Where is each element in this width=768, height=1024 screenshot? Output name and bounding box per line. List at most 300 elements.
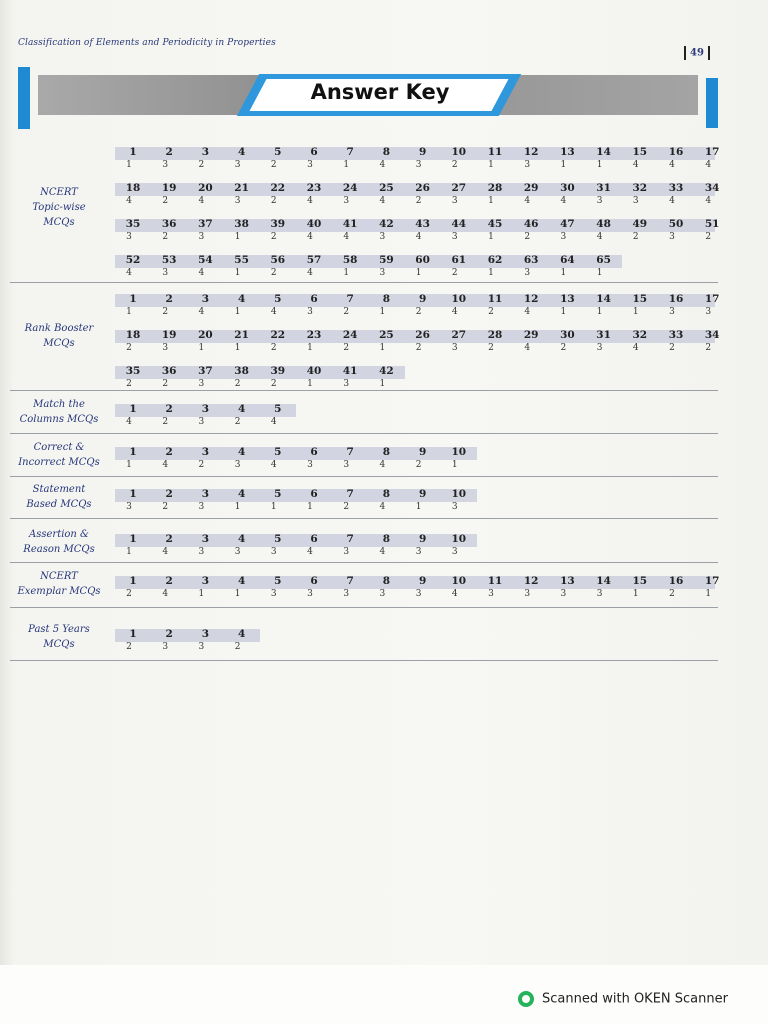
section-label-line: NCERT xyxy=(40,186,78,198)
page-number xyxy=(680,46,714,60)
question-number: 6 xyxy=(310,488,318,500)
question-number: 3 xyxy=(201,403,210,415)
answer-option: 1 xyxy=(415,502,422,512)
question-number: 2 xyxy=(165,488,173,500)
answer-option: 4 xyxy=(270,460,277,470)
section-label-line: NCERT xyxy=(40,571,78,582)
question-number: 4 xyxy=(237,575,246,587)
question-number: 54 xyxy=(198,254,213,266)
answer-option: 4 xyxy=(162,589,169,599)
answer-option: 4 xyxy=(162,547,169,557)
answer-option: 4 xyxy=(162,460,169,470)
question-number: 34 xyxy=(704,182,720,194)
question-number: 37 xyxy=(198,365,213,377)
answer-option: 2 xyxy=(270,232,277,242)
answer-option: 2 xyxy=(343,502,350,512)
section-label xyxy=(10,440,108,470)
answer-option: 3 xyxy=(198,417,205,427)
question-number: 12 xyxy=(523,575,539,587)
question-number: 1 xyxy=(129,403,137,415)
answer-option: 2 xyxy=(162,196,169,206)
question-number: 59 xyxy=(379,254,394,266)
question-number: 8 xyxy=(382,446,391,458)
answer-option: 4 xyxy=(307,232,313,242)
question-number: 9 xyxy=(418,533,427,545)
question-number: 1 xyxy=(129,488,137,500)
question-number: 25 xyxy=(379,329,394,341)
answer-option: 4 xyxy=(379,502,386,512)
answer-option: 2 xyxy=(234,417,241,427)
question-number: 10 xyxy=(451,575,467,587)
question-number: 6 xyxy=(310,533,318,545)
question-number: 4 xyxy=(237,628,246,640)
answer-option: 3 xyxy=(234,160,241,170)
answer-option: 1 xyxy=(596,268,603,278)
question-number: 5 xyxy=(274,446,282,458)
question-number: 5 xyxy=(274,146,282,158)
section-label-line: MCQs xyxy=(43,338,75,349)
question-number: 5 xyxy=(274,488,282,500)
answer-option: 4 xyxy=(705,160,712,170)
answer-option: 1 xyxy=(343,160,350,170)
section-label-line: Based MCQs xyxy=(26,499,92,510)
question-number: 2 xyxy=(165,403,173,415)
answer-option: 3 xyxy=(596,589,603,599)
answer-option: 3 xyxy=(451,343,458,353)
section-label-line: Incorrect MCQs xyxy=(18,457,100,468)
question-number: 6 xyxy=(310,146,318,158)
question-number: 62 xyxy=(487,254,503,266)
answer-option: 3 xyxy=(343,460,350,470)
question-number: 9 xyxy=(418,446,427,458)
answer-option: 2 xyxy=(415,307,422,317)
page-title: Answer Key xyxy=(310,80,450,104)
answer-option: 2 xyxy=(234,642,241,652)
question-number: 43 xyxy=(415,218,430,230)
question-number: 21 xyxy=(234,182,249,194)
answer-option: 3 xyxy=(415,589,422,599)
answer-option: 3 xyxy=(451,547,458,557)
question-number: 50 xyxy=(668,218,684,230)
question-number: 17 xyxy=(704,575,720,587)
answer-option: 3 xyxy=(343,379,350,389)
answer-option: 3 xyxy=(669,307,675,317)
answer-option: 4 xyxy=(198,268,205,278)
section-label-line: Statement xyxy=(32,484,86,495)
answer-option: 4 xyxy=(415,232,422,242)
answer-option: 3 xyxy=(234,460,241,470)
question-number: 8 xyxy=(382,146,391,158)
answer-option: 3 xyxy=(307,307,313,317)
section-label xyxy=(10,321,108,351)
answer-option: 3 xyxy=(270,589,277,599)
answer-option: 2 xyxy=(705,343,712,353)
question-number: 8 xyxy=(382,488,391,500)
question-number: 5 xyxy=(274,533,282,545)
answer-option: 4 xyxy=(451,589,458,599)
section-label xyxy=(10,527,108,557)
answer-option: 3 xyxy=(126,232,132,242)
answer-option: 4 xyxy=(632,160,639,170)
answer-option: 4 xyxy=(669,196,675,206)
answer-option: 1 xyxy=(234,502,241,512)
question-number: 44 xyxy=(451,218,467,230)
question-number: 55 xyxy=(234,254,249,266)
banner-right-accent xyxy=(706,78,718,128)
answer-option: 2 xyxy=(705,232,712,242)
answer-option: 1 xyxy=(307,379,313,389)
question-number: 1 xyxy=(129,575,137,587)
question-number: 16 xyxy=(668,293,684,305)
answer-option: 3 xyxy=(379,268,386,278)
answer-option: 2 xyxy=(126,642,132,652)
section-label xyxy=(10,622,108,652)
question-number: 24 xyxy=(342,329,358,341)
answer-option: 3 xyxy=(343,589,350,599)
question-number: 42 xyxy=(379,365,394,377)
question-number: 38 xyxy=(234,218,249,230)
answer-option: 1 xyxy=(234,307,241,317)
question-number: 10 xyxy=(451,146,467,158)
answer-option: 1 xyxy=(596,160,603,170)
answer-option: 2 xyxy=(488,307,494,317)
scanner-logo-icon xyxy=(518,991,534,1007)
question-number: 10 xyxy=(451,488,467,500)
answer-option: 4 xyxy=(307,268,313,278)
answer-option: 4 xyxy=(524,343,531,353)
question-number: 48 xyxy=(596,218,611,230)
question-number: 13 xyxy=(560,575,575,587)
question-number: 53 xyxy=(161,254,177,266)
answer-option: 3 xyxy=(198,379,205,389)
question-number: 16 xyxy=(668,575,684,587)
answer-option: 3 xyxy=(524,589,531,599)
answer-option: 3 xyxy=(198,502,205,512)
answer-option: 2 xyxy=(343,307,350,317)
question-number: 3 xyxy=(201,293,210,305)
answer-option: 4 xyxy=(379,160,386,170)
question-number: 60 xyxy=(415,254,430,266)
answer-option: 1 xyxy=(234,589,241,599)
answer-option: 4 xyxy=(198,307,205,317)
answer-option: 2 xyxy=(162,379,169,389)
question-number: 11 xyxy=(487,575,503,587)
question-number: 26 xyxy=(415,329,430,341)
answer-option: 3 xyxy=(198,642,205,652)
section-label-line: MCQs xyxy=(43,216,75,228)
answer-option: 2 xyxy=(343,343,350,353)
question-number: 12 xyxy=(523,146,539,158)
page-number-value: 49 xyxy=(690,47,704,59)
scanner-label: Scanned with OKEN Scanner xyxy=(542,991,728,1007)
answer-option: 3 xyxy=(162,160,169,170)
answer-option: 2 xyxy=(270,268,277,278)
answer-option: 3 xyxy=(234,547,241,557)
question-number: 10 xyxy=(451,533,467,545)
question-number: 33 xyxy=(668,329,684,341)
question-number: 2 xyxy=(165,628,173,640)
question-number: 20 xyxy=(198,182,213,194)
question-number: 21 xyxy=(234,329,249,341)
answer-option: 1 xyxy=(488,160,494,170)
answer-option: 1 xyxy=(451,460,458,470)
question-number: 26 xyxy=(415,182,430,194)
answer-option: 3 xyxy=(596,196,603,206)
question-number: 7 xyxy=(346,575,354,587)
answer-option: 1 xyxy=(234,343,241,353)
answer-option: 2 xyxy=(488,343,494,353)
answer-option: 1 xyxy=(126,547,132,557)
answer-option: 2 xyxy=(270,379,277,389)
answer-option: 3 xyxy=(524,268,531,278)
answer-option: 4 xyxy=(126,268,132,278)
question-number: 51 xyxy=(704,218,720,230)
answer-option: 3 xyxy=(126,502,132,512)
answer-option: 2 xyxy=(415,196,422,206)
answer-option: 3 xyxy=(343,547,350,557)
question-number: 4 xyxy=(237,446,246,458)
answer-option: 1 xyxy=(198,589,205,599)
answer-option: 4 xyxy=(379,460,386,470)
section-label-line: Assertion & xyxy=(29,529,89,540)
question-number: 61 xyxy=(451,254,467,266)
question-number: 3 xyxy=(201,446,210,458)
answer-option: 3 xyxy=(488,589,494,599)
answer-option: 1 xyxy=(234,232,241,242)
question-number: 9 xyxy=(418,575,427,587)
question-number: 33 xyxy=(668,182,684,194)
question-number: 7 xyxy=(346,533,354,545)
answer-option: 4 xyxy=(307,196,313,206)
answer-option: 1 xyxy=(234,268,241,278)
answer-option: 1 xyxy=(488,232,494,242)
answer-option: 4 xyxy=(524,307,531,317)
question-number: 35 xyxy=(125,365,141,377)
question-number: 1 xyxy=(129,628,137,640)
question-number: 16 xyxy=(668,146,684,158)
section-label xyxy=(10,569,108,599)
question-number: 14 xyxy=(596,293,611,305)
question-number: 1 xyxy=(129,533,137,545)
question-number: 36 xyxy=(161,365,177,377)
answer-option: 1 xyxy=(379,343,386,353)
question-number: 2 xyxy=(165,533,173,545)
question-number: 13 xyxy=(560,146,575,158)
answer-option: 3 xyxy=(343,196,350,206)
question-number: 39 xyxy=(270,218,286,230)
question-number: 4 xyxy=(237,293,246,305)
answer-option: 4 xyxy=(198,196,205,206)
answer-option: 1 xyxy=(632,589,639,599)
answer-option: 3 xyxy=(198,232,205,242)
answer-option: 1 xyxy=(488,268,494,278)
section-label-line: Reason MCQs xyxy=(23,544,95,555)
answer-option: 3 xyxy=(162,268,169,278)
question-number: 10 xyxy=(451,446,467,458)
answer-option: 1 xyxy=(596,307,603,317)
answer-option: 3 xyxy=(307,589,313,599)
answer-option: 3 xyxy=(162,343,169,353)
answer-option: 2 xyxy=(451,160,458,170)
answer-option: 3 xyxy=(379,232,386,242)
question-number: 40 xyxy=(306,365,322,377)
question-number: 18 xyxy=(125,182,141,194)
answer-option: 2 xyxy=(669,343,675,353)
scanner-footer xyxy=(518,991,728,1007)
question-number: 3 xyxy=(201,488,210,500)
question-number: 6 xyxy=(310,446,318,458)
answer-option: 2 xyxy=(126,379,132,389)
section-label-line: Past 5 Years xyxy=(28,624,90,635)
answer-option: 1 xyxy=(379,379,386,389)
answer-option: 4 xyxy=(270,417,277,427)
question-number: 4 xyxy=(237,533,246,545)
answer-option: 2 xyxy=(198,160,205,170)
running-header: Classification of Elements and Periodicity in Properties xyxy=(18,38,276,48)
section-label-line: Rank Booster xyxy=(24,323,94,334)
question-number: 41 xyxy=(342,218,358,230)
answer-option: 3 xyxy=(560,589,567,599)
answer-option: 2 xyxy=(234,379,241,389)
answer-option: 4 xyxy=(379,196,386,206)
question-number: 30 xyxy=(560,182,575,194)
question-number: 1 xyxy=(129,146,137,158)
answer-option: 1 xyxy=(632,307,639,317)
question-number: 65 xyxy=(596,254,611,266)
answer-option: 1 xyxy=(126,160,132,170)
question-number: 28 xyxy=(487,329,503,341)
answer-option: 1 xyxy=(126,307,132,317)
question-number: 10 xyxy=(451,293,467,305)
question-number: 12 xyxy=(523,293,539,305)
answer-option: 2 xyxy=(198,460,205,470)
answer-option: 3 xyxy=(307,460,313,470)
question-number: 24 xyxy=(342,182,358,194)
question-number: 28 xyxy=(487,182,503,194)
question-number: 7 xyxy=(346,146,354,158)
answer-option: 3 xyxy=(379,589,386,599)
question-number: 11 xyxy=(487,293,503,305)
question-number: 46 xyxy=(523,218,539,230)
answer-option: 3 xyxy=(234,196,241,206)
answer-option: 1 xyxy=(198,343,205,353)
answer-option: 2 xyxy=(162,307,169,317)
section-label xyxy=(10,397,108,427)
question-number: 39 xyxy=(270,365,286,377)
answer-option: 4 xyxy=(126,417,132,427)
section-label-line: Columns MCQs xyxy=(19,414,99,425)
answer-option: 2 xyxy=(451,268,458,278)
answer-option: 1 xyxy=(270,502,277,512)
answer-option: 1 xyxy=(560,268,567,278)
question-number: 7 xyxy=(346,446,354,458)
question-number: 19 xyxy=(161,182,177,194)
answer-option: 4 xyxy=(126,196,132,206)
question-number: 20 xyxy=(198,329,213,341)
question-number: 2 xyxy=(165,293,173,305)
question-number: 3 xyxy=(201,533,210,545)
question-number: 29 xyxy=(523,329,539,341)
question-number: 15 xyxy=(632,146,648,158)
question-number: 1 xyxy=(129,446,137,458)
answer-option: 2 xyxy=(415,343,422,353)
answer-option: 4 xyxy=(524,196,531,206)
question-number: 7 xyxy=(346,488,354,500)
question-number: 5 xyxy=(274,293,282,305)
question-number: 8 xyxy=(382,293,391,305)
question-number: 37 xyxy=(198,218,213,230)
answer-option: 3 xyxy=(270,547,277,557)
question-number: 14 xyxy=(596,146,611,158)
question-number: 36 xyxy=(161,218,177,230)
answer-option: 3 xyxy=(415,547,422,557)
answer-option: 2 xyxy=(162,502,169,512)
question-number: 4 xyxy=(237,488,246,500)
answer-option: 1 xyxy=(560,160,567,170)
answer-option: 2 xyxy=(415,460,422,470)
question-number: 32 xyxy=(632,329,648,341)
answer-option: 2 xyxy=(162,417,169,427)
answer-option: 3 xyxy=(669,232,675,242)
answer-option: 2 xyxy=(270,160,277,170)
answer-option: 3 xyxy=(451,502,458,512)
question-number: 3 xyxy=(201,146,210,158)
answer-option: 1 xyxy=(560,307,567,317)
answer-option: 1 xyxy=(415,268,422,278)
question-number: 4 xyxy=(237,146,246,158)
question-number: 19 xyxy=(161,329,177,341)
section-label-line: Exemplar MCQs xyxy=(17,586,101,597)
answer-option: 3 xyxy=(162,642,169,652)
answer-option: 4 xyxy=(379,547,386,557)
question-number: 11 xyxy=(487,146,503,158)
question-number: 8 xyxy=(382,533,391,545)
answer-option: 1 xyxy=(307,502,313,512)
question-number: 6 xyxy=(310,293,318,305)
answer-option: 2 xyxy=(162,232,169,242)
answer-option: 3 xyxy=(198,547,205,557)
answer-option: 4 xyxy=(632,343,639,353)
question-number: 45 xyxy=(487,218,503,230)
answer-option: 1 xyxy=(488,196,494,206)
answer-option: 3 xyxy=(705,307,712,317)
answer-option: 2 xyxy=(270,196,277,206)
question-number: 9 xyxy=(418,146,427,158)
question-number: 7 xyxy=(346,293,354,305)
question-number: 17 xyxy=(704,146,720,158)
answer-option: 3 xyxy=(596,343,603,353)
question-number: 49 xyxy=(632,218,648,230)
question-number: 29 xyxy=(523,182,539,194)
answer-option: 4 xyxy=(451,307,458,317)
answer-option: 3 xyxy=(524,160,531,170)
question-number: 9 xyxy=(418,293,427,305)
answer-option: 3 xyxy=(632,196,639,206)
question-number: 15 xyxy=(632,293,648,305)
question-number: 30 xyxy=(560,329,575,341)
question-number: 35 xyxy=(125,218,141,230)
question-number: 31 xyxy=(596,329,611,341)
answer-option: 3 xyxy=(307,160,313,170)
question-number: 41 xyxy=(342,365,358,377)
answer-option: 3 xyxy=(560,232,567,242)
answer-option: 3 xyxy=(415,160,422,170)
question-number: 17 xyxy=(704,293,720,305)
question-number: 1 xyxy=(129,293,137,305)
section-label-line: Correct & xyxy=(33,442,85,453)
answer-option: 2 xyxy=(524,232,531,242)
question-number: 18 xyxy=(125,329,141,341)
